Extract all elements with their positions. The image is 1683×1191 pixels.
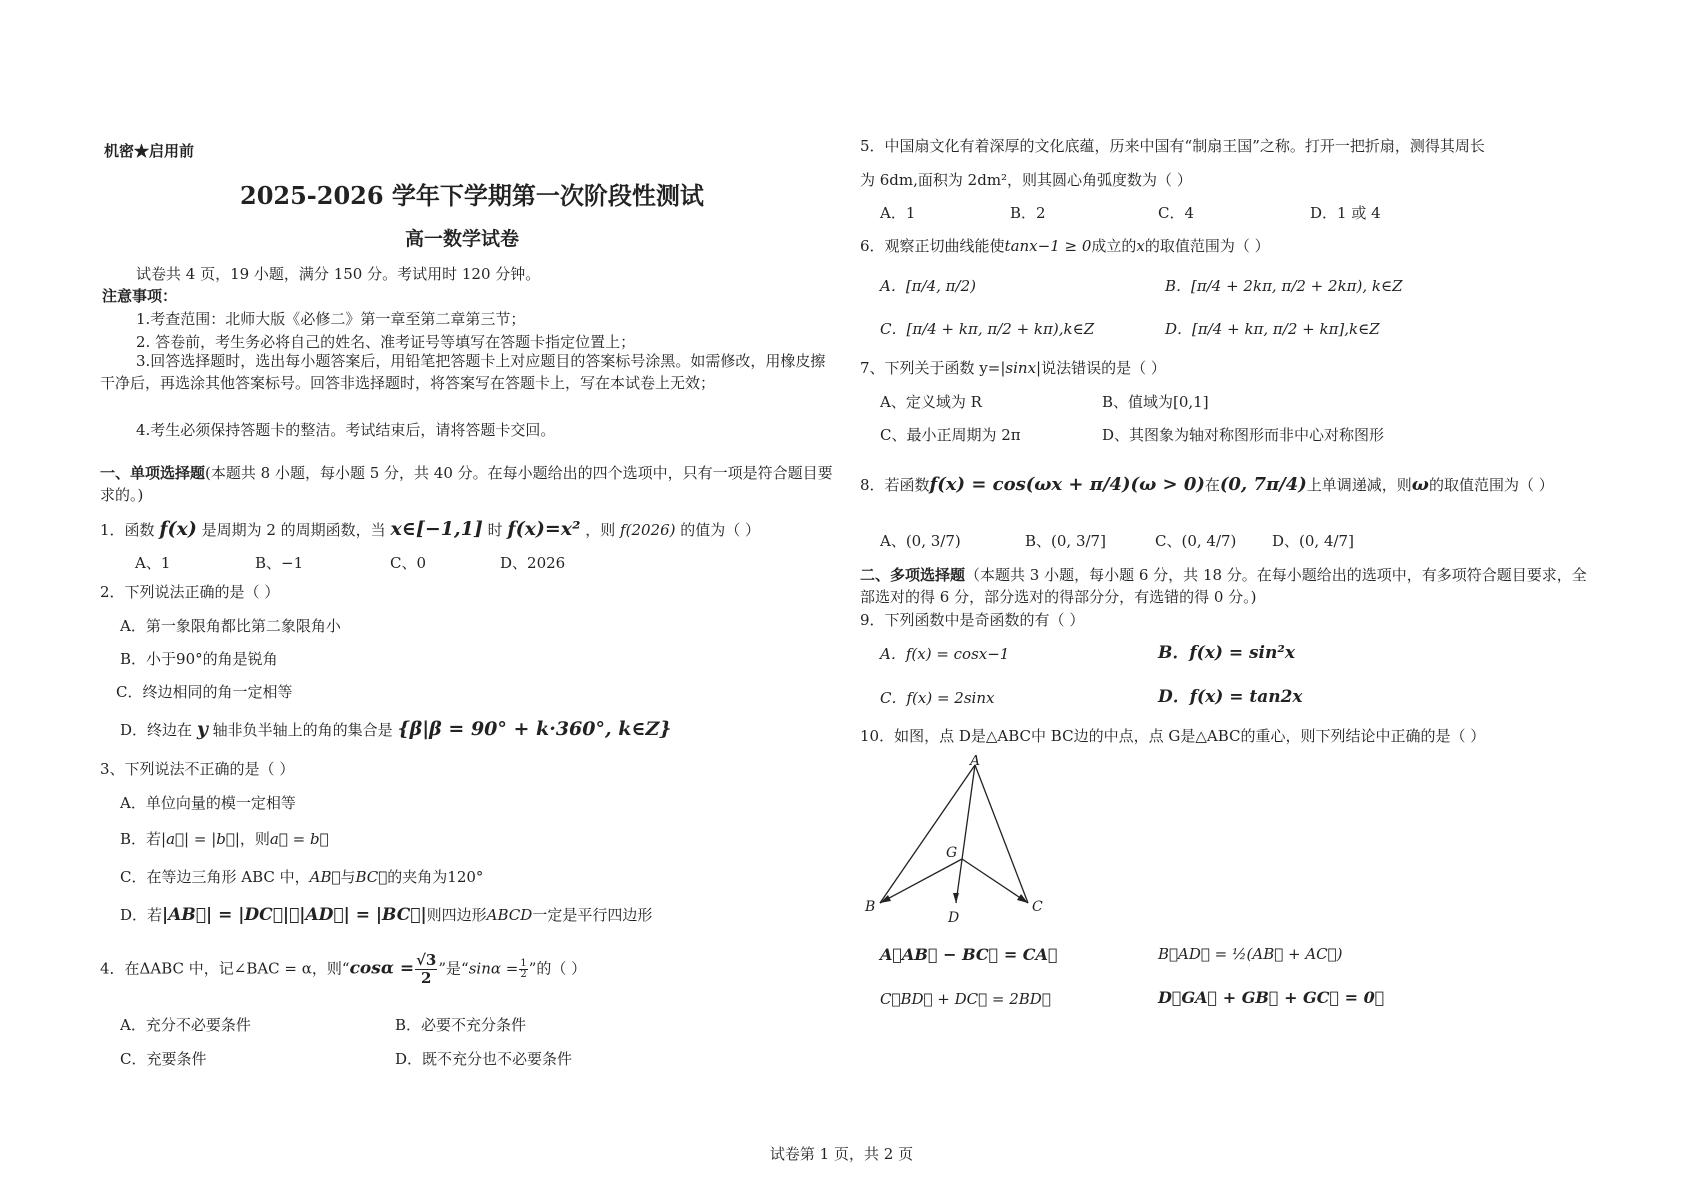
- q4-text-c: ”的（ ）: [528, 959, 587, 978]
- q3-stem: 3、下列说法不正确的是（ ）: [100, 760, 295, 778]
- q2-option-c[interactable]: C．终边相同的角一定相等: [116, 683, 293, 701]
- q1-text-a: 1．函数: [100, 521, 155, 539]
- q4-text-b: ”是“: [438, 959, 469, 978]
- note-2: 2. 答卷前，考生务必将自己的姓名、准考证号等填写在答题卡指定位置上；: [136, 333, 636, 351]
- section2-title: 二、多项选择题: [860, 566, 966, 584]
- q3-b-res: a⃗ = b⃗: [269, 830, 329, 848]
- exam-info: 试卷共 4 页，19 小题，满分 150 分。考试用时 120 分钟。: [136, 265, 541, 283]
- label-d: D: [948, 910, 960, 925]
- notes-title: 注意事项：: [102, 287, 178, 305]
- q8-stem: [860, 474, 1554, 496]
- q5-option-d[interactable]: D．1 或 4: [1310, 204, 1381, 222]
- q10-option-d[interactable]: D．GA⃗ + GB⃗ + GC⃗ = 0⃗: [1158, 988, 1385, 1007]
- q3-d-shape: ABCD: [486, 906, 533, 924]
- edge-ac: [975, 765, 1028, 903]
- q4-option-a[interactable]: A．充分不必要条件: [120, 1016, 251, 1034]
- q1-text-d: ，则: [585, 521, 616, 539]
- q1-option-a[interactable]: A、1: [135, 554, 171, 572]
- q6-option-d[interactable]: D．[π/4 + kπ, π/2 + kπ],k∈Z: [1165, 320, 1380, 338]
- q3-c-end: 的夹角为120°: [387, 868, 484, 886]
- q3-option-d[interactable]: [120, 905, 652, 925]
- note-1: 1.考查范围：北师大版《必修二》第一章至第二章第三节；: [136, 310, 526, 328]
- q6-option-a[interactable]: A．[π/4, π/2): [880, 277, 976, 295]
- q1-option-b[interactable]: B、−1: [255, 554, 304, 572]
- q8-text-d: 的取值范围为（ ）: [1428, 476, 1554, 494]
- edge-ab: [880, 765, 975, 903]
- q3-d-end: 则四边形: [426, 906, 487, 924]
- q6-text-b: 成立的: [1091, 237, 1137, 255]
- label-g: G: [946, 845, 958, 861]
- q4-stem: [100, 952, 586, 987]
- q3-b-then: ，则: [239, 830, 270, 848]
- q5-line2: 为 6dm,面积为 2dm²，则其圆心角弧度数为（ ）: [860, 171, 1192, 189]
- q5-option-b[interactable]: B．2: [1010, 204, 1046, 222]
- q10-option-a[interactable]: A．AB⃗ − BC⃗ = CA⃗: [880, 945, 1058, 964]
- segment-gb: [880, 859, 962, 903]
- q1-cond: x∈[−1,1]: [390, 518, 483, 540]
- q7-option-c[interactable]: C、最小正周期为 2π: [880, 426, 1021, 444]
- section1-header: [100, 462, 835, 506]
- q6-ineq: tanx−1 ≥ 0: [1004, 237, 1092, 255]
- q9-option-a[interactable]: A．f(x) = cosx−1: [880, 645, 1010, 663]
- q1-text-b: 是周期为 2 的周期函数，当: [201, 521, 386, 539]
- q2-option-b[interactable]: B．小于90°的角是锐角: [120, 650, 278, 668]
- q9-option-c[interactable]: C．f(x) = 2sinx: [880, 689, 995, 707]
- q10-option-c[interactable]: C．BD⃗ + DC⃗ = 2BD⃗: [880, 990, 1051, 1008]
- q4-option-b[interactable]: B．必要不充分条件: [395, 1016, 527, 1034]
- q1-target: f(2026): [620, 521, 676, 539]
- q2-d-text: D．终边在: [120, 721, 193, 739]
- q1-option-c[interactable]: C、0: [390, 554, 427, 572]
- q2-d-text2: 轴非负半轴上的角的集合是: [212, 721, 393, 739]
- q3-c-v2: BC⃗: [355, 868, 388, 886]
- q1-text-c: 时: [487, 521, 503, 539]
- median-ad: [956, 765, 975, 903]
- q2-stem: 2．下列说法正确的是（ ）: [100, 583, 280, 601]
- section2-header: [860, 564, 1600, 608]
- q3-d-cond: |AB⃗| = |DC⃗|，|AD⃗| = |BC⃗|: [162, 905, 427, 925]
- secret-mark: 机密★启用前: [104, 142, 195, 160]
- q8-interval: (0, 7π/4): [1219, 474, 1307, 495]
- q3-c-text: C．在等边三角形 ABC 中，: [120, 868, 310, 886]
- q6-text-a: 6．观察正切曲线能使: [860, 237, 1005, 255]
- q3-option-b[interactable]: [120, 830, 329, 848]
- q6-option-b[interactable]: B．[π/4 + 2kπ, π/2 + 2kπ), k∈Z: [1165, 277, 1403, 295]
- q10-stem: 10．如图，点 D是△ABC中 BC边的中点，点 G是△ABC的重心，则下列结论中正确的是（ ）: [860, 727, 1486, 745]
- q8-omega: ω: [1411, 474, 1429, 495]
- q8-option-c[interactable]: C、(0, 4/7): [1155, 532, 1237, 550]
- q6-stem: [860, 237, 1270, 255]
- q8-text-b: 在: [1204, 476, 1220, 494]
- q5-option-a[interactable]: A．1: [880, 204, 916, 222]
- q4-sin-num: 1: [520, 958, 527, 969]
- q4-option-c[interactable]: C．充要条件: [120, 1050, 207, 1068]
- q7-option-a[interactable]: A、定义域为 R: [880, 393, 982, 411]
- label-b: B: [865, 899, 876, 915]
- q5-option-c[interactable]: C．4: [1158, 204, 1195, 222]
- q9-option-d[interactable]: D．f(x) = tan2x: [1158, 687, 1303, 707]
- q4-option-d[interactable]: D．既不充分也不必要条件: [395, 1050, 573, 1068]
- q9-stem: 9．下列函数中是奇函数的有（ ）: [860, 611, 1085, 629]
- section1-desc: (本题共 8 小题，每小题 5 分，共 40 分。在每小题给出的四个选项中，只有一项是符合题目要求的。): [100, 464, 833, 504]
- q3-c-and: 与: [340, 868, 356, 886]
- q8-option-d[interactable]: D、(0, 4/7]: [1272, 532, 1354, 550]
- q4-sin-frac: [519, 959, 527, 980]
- q3-d-end2: 一定是平行四边形: [532, 906, 653, 924]
- q4-text-a: 4．在ΔABC 中，记∠BAC = α，则“: [100, 959, 350, 978]
- note-3: 3.回答选择题时，选出每小题答案后，用铅笔把答题卡上对应题目的答案标号涂黑。如需修改，用橡皮擦干净后，再选涂其他答案标号。回答非选择题时，将答案写在答题卡上，写在本试卷上无效；: [100, 352, 826, 392]
- q7-text-a: 7、下列关于函数 y=: [860, 359, 1001, 377]
- q1-fx: f(x): [159, 518, 197, 540]
- q6-x: x: [1136, 237, 1145, 255]
- q1-eq: f(x)=x²: [507, 518, 581, 540]
- q2-d-set: {β|β = 90° + k·360°, k∈Z}: [397, 718, 672, 740]
- q9-option-b[interactable]: B．f(x) = sin²x: [1158, 643, 1295, 663]
- q1-text-e: 的值为（ ）: [680, 521, 761, 539]
- q3-b-text: B．若: [120, 830, 162, 848]
- q3-c-v1: AB⃗: [309, 868, 341, 886]
- q4-sin-den: 2: [520, 969, 527, 980]
- q7-func: |sinx|: [1000, 359, 1042, 377]
- q8-option-a[interactable]: A、(0, 3/7): [880, 532, 961, 550]
- q5-line1: 5．中国扇文化有着深厚的文化底蕴，历来中国有“制扇王国”之称。打开一把折扇，测得其周长: [860, 137, 1485, 155]
- q4-cos-den: 2: [421, 969, 432, 987]
- note-4: 4.考生必须保持答题卡的整洁。考试结束后，请将答题卡交回。: [136, 421, 556, 439]
- page-footer: 试卷第 1 页，共 2 页: [769, 1145, 914, 1163]
- exam-subtitle: 高一数学试卷: [405, 228, 520, 250]
- q7-option-d[interactable]: D、其图象为轴对称图形而非中心对称图形: [1102, 426, 1385, 444]
- q2-d-var: y: [196, 718, 208, 740]
- q4-cos-frac: [415, 952, 437, 987]
- q6-option-c[interactable]: C．[π/4 + kπ, π/2 + kπ),k∈Z: [880, 320, 1095, 338]
- q10-option-b[interactable]: B．AD⃗ = ½(AB⃗ + AC⃗): [1158, 945, 1343, 963]
- q7-text-b: 说法错误的是（ ）: [1041, 359, 1166, 377]
- triangle-figure: [860, 755, 1060, 925]
- q3-option-a[interactable]: A．单位向量的模一定相等: [120, 794, 296, 812]
- q3-d-text: D．若: [120, 906, 163, 924]
- arrow-b: [880, 895, 891, 903]
- q4-sin: sinα =: [468, 959, 519, 978]
- q3-option-c[interactable]: [120, 868, 483, 886]
- q4-cos: cosα =: [349, 958, 415, 979]
- section2-desc: （本题共 3 小题，每小题 6 分，共 18 分。在每小题给出的选项中，有多项符合题目要求，全部选对的得 6 分，部分选对的得部分分，有选错的得 0 分。): [860, 566, 1587, 606]
- q8-func: f(x) = cos(ωx + π/4)(ω > 0): [929, 474, 1205, 495]
- q8-option-b[interactable]: B、(0, 3/7]: [1025, 532, 1106, 550]
- q8-text-c: 上单调递减，则: [1306, 476, 1412, 494]
- q1-stem: [100, 518, 760, 541]
- q1-option-d[interactable]: D、2026: [500, 554, 566, 572]
- q8-text-a: 8．若函数: [860, 476, 930, 494]
- q7-option-b[interactable]: B、值域为[0,1]: [1102, 393, 1209, 411]
- label-a: A: [970, 755, 981, 769]
- q3-b-cond: |a⃗| = |b⃗|: [161, 830, 240, 848]
- arrow-d: [953, 893, 959, 903]
- exam-title: 2025-2026 学年下学期第一次阶段性测试: [240, 181, 704, 210]
- label-c: C: [1032, 899, 1043, 915]
- q2-option-d[interactable]: [120, 718, 672, 741]
- section1-title: 一、单项选择题: [100, 464, 206, 482]
- q6-text-c: 的取值范围为（ ）: [1144, 237, 1270, 255]
- q7-stem: [860, 359, 1166, 377]
- q2-option-a[interactable]: A．第一象限角都比第二象限角小: [120, 617, 341, 635]
- segment-gc: [962, 859, 1028, 903]
- q4-cos-num: √3: [416, 951, 437, 969]
